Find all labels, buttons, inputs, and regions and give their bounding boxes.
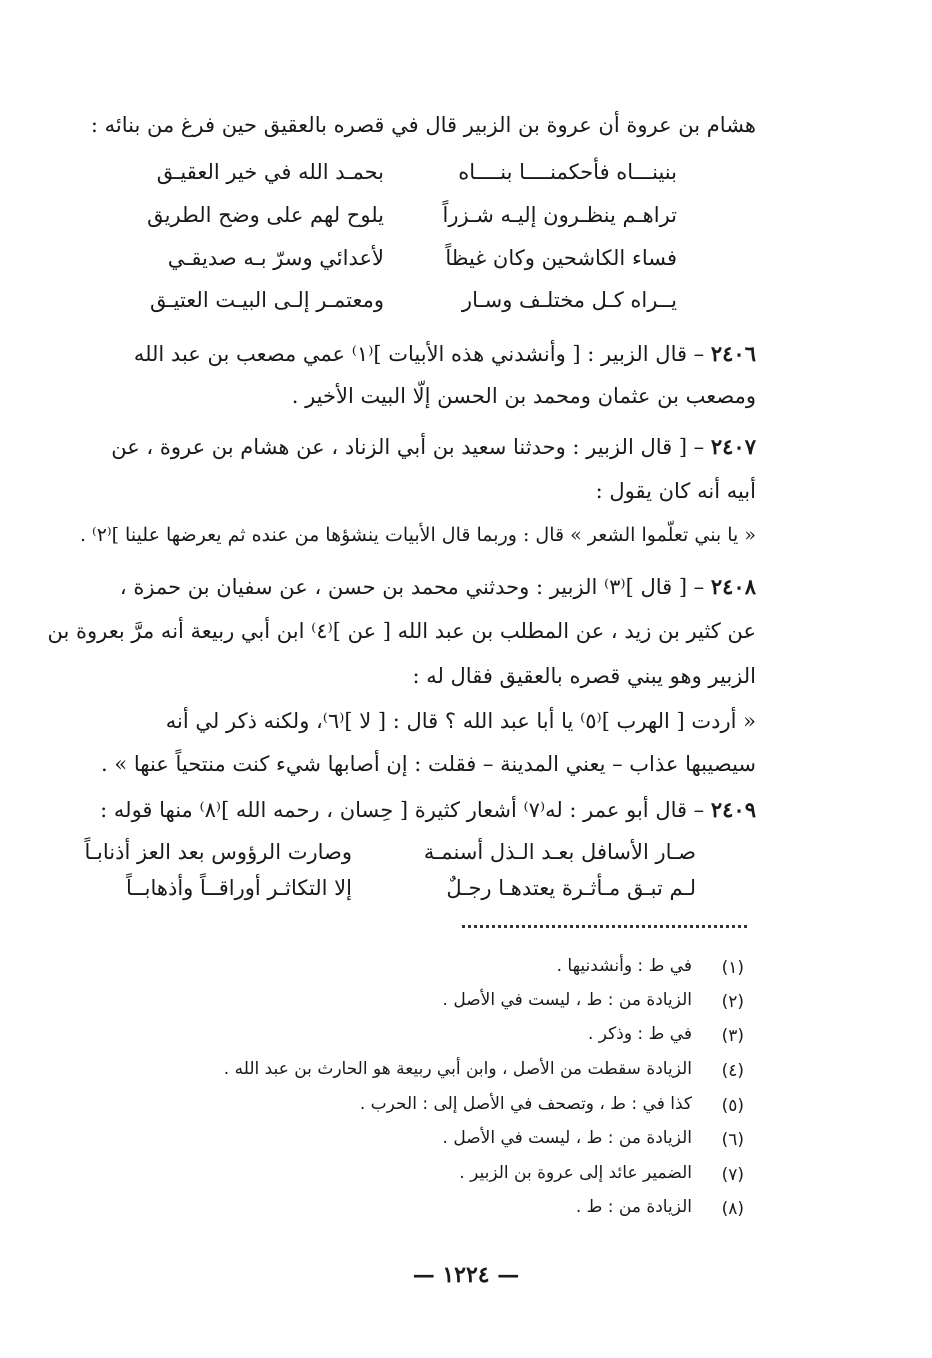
footnote-number: (٢)	[721, 992, 744, 1012]
poem1-verse-1-left: بحمـد الله في خير العقيـق	[156, 160, 384, 184]
footnote-text: في ط : وأنشدنيها .	[556, 956, 692, 976]
intro-line: هشام بن عروة أن عروة بن الزبير قال في قصره بالعقيق حين فرغ من بنائه :	[90, 113, 756, 137]
footnote-text: الضمير عائد إلى عروة بن الزبير .	[459, 1163, 692, 1183]
paragraph-number: ٢٤٠٨	[710, 574, 756, 599]
paragraph-2408-quote-1: « أردت [ الهرب ]⁽٥⁾ يا أبا عبد الله ؟ قال : [ لا ]⁽٦⁾، ولكنه ذكر لي أنه	[165, 709, 756, 733]
footnote-text: الزيادة من : ط .	[575, 1197, 692, 1217]
footnote-number: (٣)	[721, 1026, 744, 1046]
poem1-verse-1-right: بنينـــاه فأحكمنــــا بنــــاه	[458, 160, 677, 184]
paragraph-number: ٢٤٠٩	[710, 797, 756, 822]
paragraph-2409-line-1	[56, 799, 756, 821]
paragraph-number: ٢٤٠٧	[710, 434, 756, 459]
footnote-text: في ط : وذكر .	[587, 1024, 692, 1044]
paragraph-2408-quote-2: سيصيبها عذاب – يعني المدينة – فقلت : إن أصابها شيء كنت منتحياً عنها » .	[101, 752, 756, 776]
footnote-number: (٦)	[721, 1130, 744, 1150]
paragraph-text: – [ قال الزبير : وحدثنا سعيد بن أبي الزناد ، عن هشام بن عروة ، عن	[111, 435, 705, 459]
poem1-verse-3-right: فساء الكاشحين وكان غيظاً	[445, 246, 677, 270]
paragraph-2408-line-2: عن كثير بن زيد ، عن المطلب بن عبد الله [ عن ]⁽٤⁾ ابن أبي ربيعة أنه مرَّ بعروة بن	[47, 619, 756, 643]
footnote-number: (٨)	[721, 1199, 744, 1219]
paragraph-number: ٢٤٠٦	[710, 341, 756, 366]
footnote-number: (٥)	[721, 1096, 744, 1116]
page-number: — ١٢٢٤ —	[412, 1262, 520, 1288]
poem1-verse-2-left: يلوح لهم على وضح الطريق	[147, 203, 384, 227]
poem1-verse-4-left: ومعتمـر إلـى البيـت العتيـق	[149, 288, 384, 312]
paragraph-2407-line-2: أبيه أنه كان يقول :	[595, 479, 756, 503]
footnote-text: الزيادة سقطت من الأصل ، وابن أبي ربيعة هو الحارث بن عبد الله .	[223, 1059, 692, 1079]
paragraph-2407-line-1	[56, 436, 756, 458]
footnote-number: (٧)	[721, 1165, 744, 1185]
footnote-text: الزيادة من : ط ، ليست في الأصل .	[442, 990, 692, 1010]
paragraph-2407-quote: « يا بني تعلّموا الشعر » قال : وربما قال الأبيات ينشؤها من عنده ثم يعرضها علينا ]⁽٢⁾ .	[79, 524, 756, 546]
poem1-verse-3-left: لأعدائي وسرّ بـه صديقـي	[167, 246, 384, 270]
paragraph-2406-line-2: ومصعب بن عثمان ومحمد بن الحسن إلّا البيت الأخير .	[291, 384, 756, 408]
footnote-text: كذا في : ط ، وتصحف في الأصل إلى : الحرب .	[359, 1094, 692, 1114]
paragraph-text: – قال الزبير : [ وأنشدني هذه الأبيات ]⁽١⁾ عمي مصعب بن عبد الله	[133, 342, 705, 366]
footnote-separator	[462, 925, 747, 928]
footnote-number: (٤)	[721, 1061, 744, 1081]
poem2-verse-2-left: إلا التكاثـر أوراقــاً وأذهابــاً	[125, 876, 352, 900]
paragraph-2408-line-3: الزبير وهو يبني قصره بالعقيق فقال له :	[412, 664, 756, 688]
poem1-verse-4-right: يــراه كـل مختلـف وسـار	[461, 288, 677, 312]
paragraph-text: – قال أبو عمر : له⁽٧⁾ أشعار كثيرة [ حِسان ، رحمه الله ]⁽٨⁾ منها قوله :	[100, 798, 705, 822]
poem1-verse-2-right: تراهـم ينظـرون إليـه شـزراً	[442, 203, 677, 227]
paragraph-2408-line-1	[56, 576, 756, 598]
paragraph-text: – [ قال ]⁽٣⁾ الزبير : وحدثني محمد بن حسن ، عن سفيان بن حمزة ،	[119, 575, 705, 599]
paragraph-2406-line-1	[56, 343, 756, 365]
footnote-number: (١)	[721, 958, 744, 978]
poem2-verse-1-right: صـار الأسافل بعـد الـذل أسنمـة	[423, 840, 696, 864]
footnote-text: الزيادة من : ط ، ليست في الأصل .	[442, 1128, 692, 1148]
poem2-verse-1-left: وصارت الرؤوس بعد العز أذنابـاً	[84, 840, 352, 864]
poem2-verse-2-right: لـم تبـق مـأثـرة يعتدهـا رجـلٌ	[446, 876, 696, 900]
